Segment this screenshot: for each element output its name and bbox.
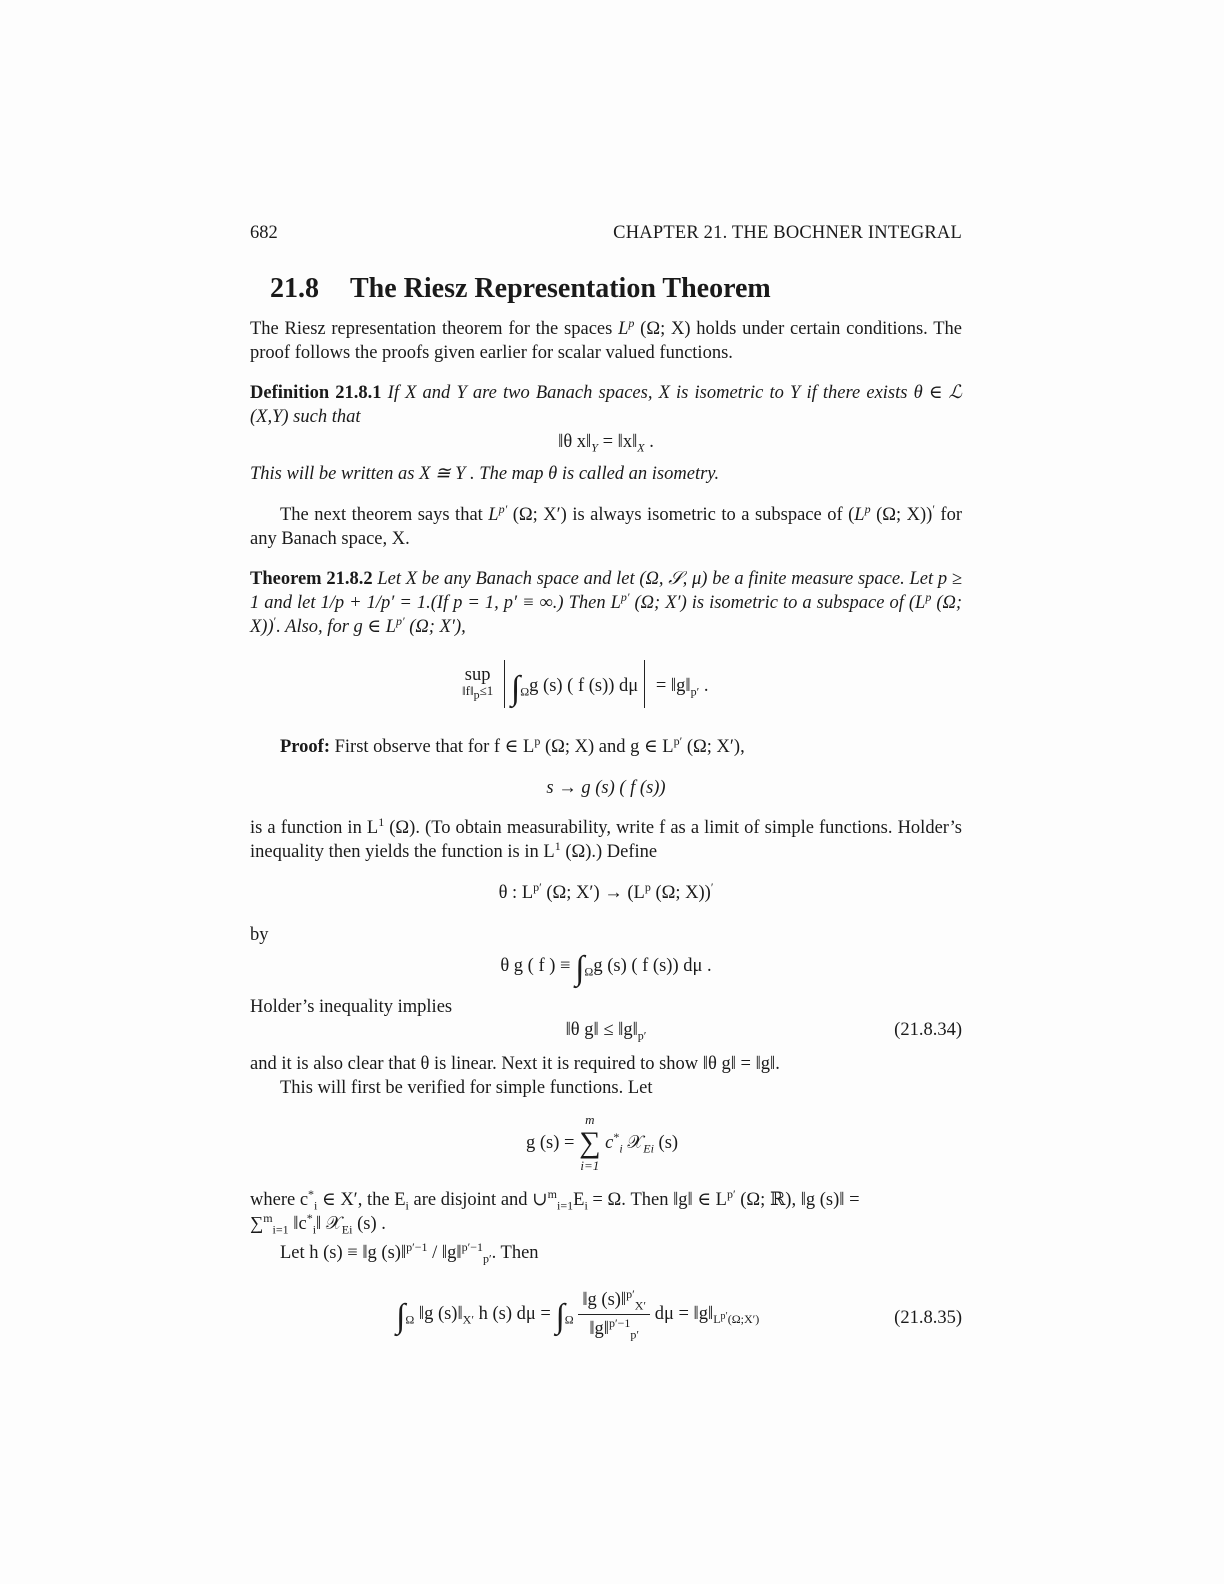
equation-number-35: (21.8.35) bbox=[894, 1308, 962, 1328]
sup-equation: sup $‖f‖_p\le 1$ $\int_\Omega g$ (s) ( f (s)) $d\mu = ‖g‖_{p'}$ . bbox=[462, 660, 782, 716]
page-number: 682 bbox=[250, 223, 278, 243]
holder-equation: ‖θ g‖ ≤ $‖g‖_{p'}$ bbox=[565, 1020, 647, 1043]
definition-text: If X and Y are two Banach spaces, X is isometric to Y if there exists θ ∈ ℒ (X,Y) such that bbox=[250, 383, 962, 427]
integral-equation-35: $\int_\Omega$ ‖g $(s)‖_{X'}$ h (s) $d\mu = \int_\Omega$ $\frac{‖g (s)‖^{p'}_{X'}}{‖g‖^{p'-1}_{p'}}$ $d\mu = ‖g‖_{L^{p'}(\Omega;X')}$ bbox=[396, 1286, 760, 1342]
map-equation: s → g (s) ( f (s)) bbox=[546, 778, 666, 798]
section-number: 21.8 bbox=[270, 273, 319, 304]
by-word: by bbox=[250, 925, 269, 945]
definition-block bbox=[250, 381, 962, 429]
simple-functions-paragraph: This will first be verified for simple functions. Let bbox=[280, 1078, 653, 1098]
intro-paragraph bbox=[250, 317, 962, 365]
definition-label: Definition 21.8.1 bbox=[250, 383, 382, 403]
intro-text: The Riesz representation theorem for the spaces bbox=[250, 319, 619, 339]
lp-symbol: L bbox=[618, 319, 629, 339]
theta-g-equation: θ g ( f ) ≡ $\int_\Omega g$ (s) ( f (s)) dμ . bbox=[500, 950, 712, 987]
lp-argument: (Ω; X) bbox=[634, 319, 691, 339]
running-header: CHAPTER 21. THE BOCHNER INTEGRAL bbox=[613, 223, 962, 243]
intro-text-rest: holds under certain conditions. The proof follows the proofs given earlier for scalar valued functions. bbox=[250, 319, 963, 363]
theorem-block: Theorem 21.8.2 Let X be any Banach space and let (Ω, 𝒮, μ) be a finite measure space. Let p ≥ 1 and let 1/p + 1/p′ = 1.(If p = 1, p′ ≡ ∞.) Then $L^{p'}$ (Ω; X′) is isometric to a subspace of ($L^p$ (Ω; X))′. Also, for g ∈ $L^{p'}$ (Ω; X′), bbox=[250, 569, 963, 637]
section-title bbox=[270, 272, 771, 306]
holder-text: Holder’s inequality implies bbox=[250, 997, 453, 1017]
proof-start: Proof: First observe that for f ∈ $L^p$ (Ω; X) and g ∈ $L^{p'}$ (Ω; X′), bbox=[280, 733, 745, 757]
section-title-text: The Riesz Representation Theorem bbox=[350, 273, 771, 304]
proof-label: Proof: bbox=[280, 737, 330, 757]
where-paragraph: where $c^*_i$ ∈ X′, the $E_i$ are disjoint and $\cup^m_{i=1}E_i = \Omega$. Then ‖g‖ ∈ $L^{p'}$ (Ω; ℝ), ‖g (s)‖ = ∑$^m_{i=1}$ $‖c^*_i‖$ 𝒳$_{Ei}$ (s) . bbox=[250, 1186, 860, 1237]
simple-function-equation: g (s) = m ∑ i=1 $c^*_i$ 𝒳$_{Ei}$ (s) bbox=[526, 1112, 679, 1173]
theta-definition: θ : $L^{p'}$ (Ω; $X') \to (L^p$ (Ω; X))′ bbox=[498, 879, 714, 903]
definition-conclusion: This will be written as X ≅ Y . The map θ is called an isometry. bbox=[250, 464, 720, 484]
next-theorem-paragraph: The next theorem says that $L^{p'}$ (Ω; X′) is always isometric to a subspace of ($L^p$ (Ω; X))′ for any Banach space, X. bbox=[250, 501, 963, 549]
equation-number-34: (21.8.34) bbox=[894, 1020, 962, 1040]
measurability-paragraph: is a function in $L^1$ (Ω). (To obtain measurability, write f as a limit of simple functions. Holder’s inequality then yields the function is in $L^1$ (Ω).) Define bbox=[250, 814, 962, 862]
let-h-paragraph: Let h (s) ≡ ‖g (s)‖$^{p'-1}$ / ‖g‖$^{p'-1}_{p'}$. Then bbox=[280, 1239, 539, 1266]
theorem-label: Theorem 21.8.2 bbox=[250, 569, 373, 589]
linear-paragraph: and it is also clear that θ is linear. Next it is required to show ‖θ g‖ = ‖g‖. bbox=[250, 1054, 780, 1074]
isometry-equation: ‖θ $x‖_Y$ = $‖x‖_X$ . bbox=[558, 432, 654, 455]
lp-exponent: p bbox=[628, 315, 635, 330]
